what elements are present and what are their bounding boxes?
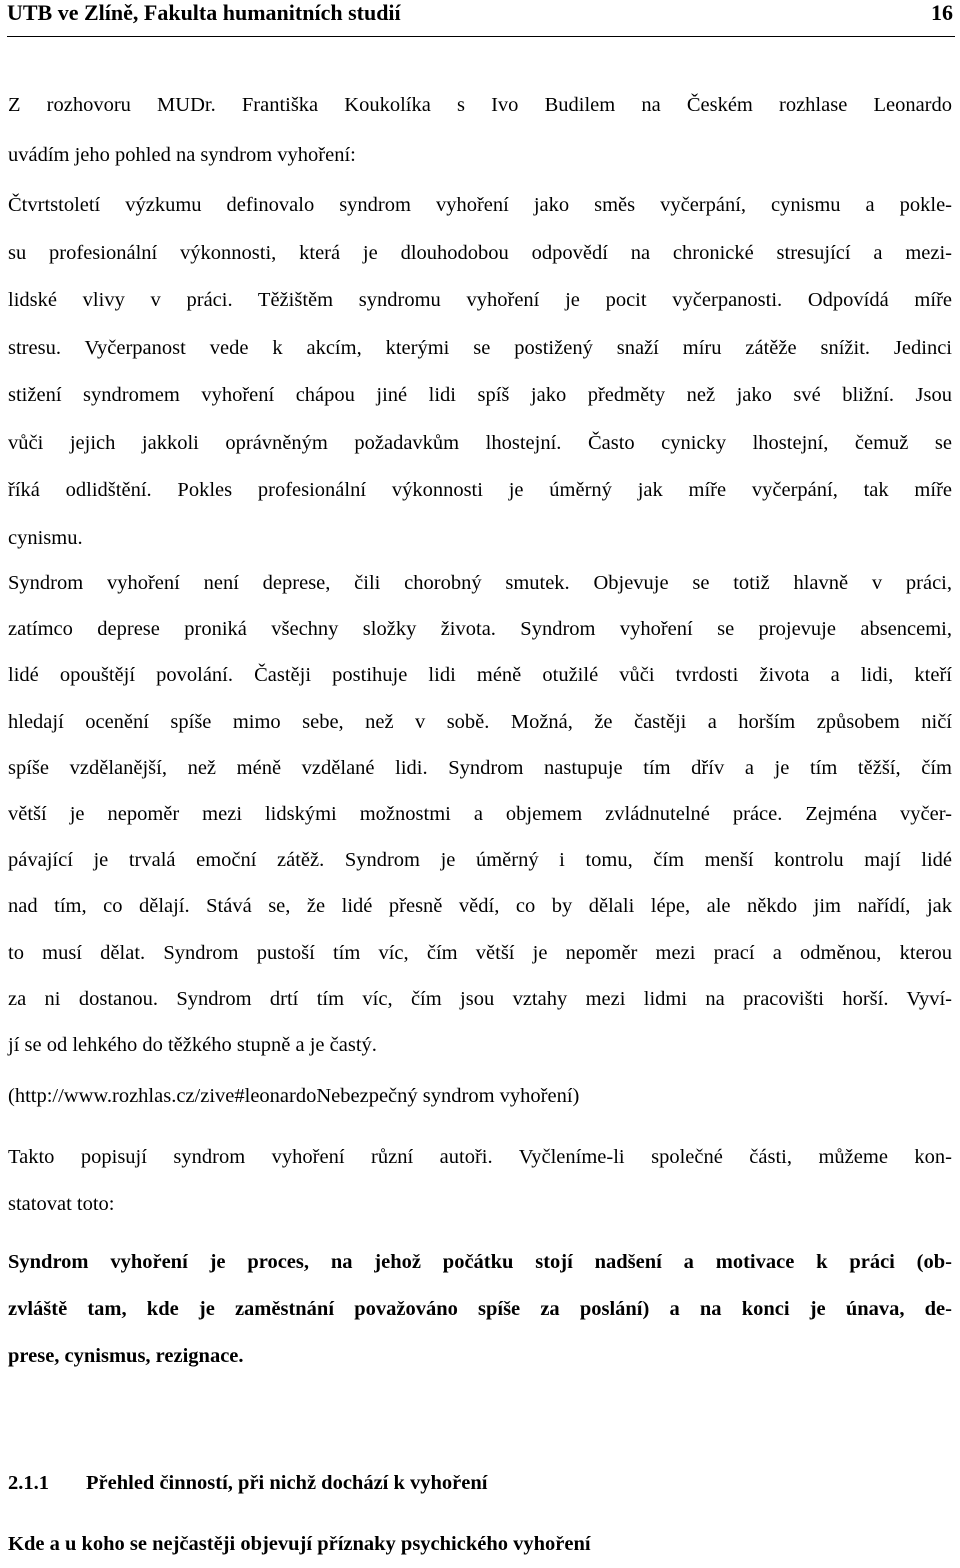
- text-line: nad tím, co dělají. Stává se, že lidé přesně vědí, co by dělali lépe, ale někdo jim nařídí, jak: [8, 895, 952, 918]
- text-line: stižení syndromem vyhoření chápou jiné lidi spíš jako předměty než jako své bližní. Jsou: [8, 384, 952, 406]
- section-title: Přehled činností, při nichž dochází k vyhoření: [86, 1472, 488, 1494]
- text-line: vůči jejich jakkoli oprávněným požadavkům lhostejní. Často cynicky lhostejní, čemuž se: [8, 431, 952, 454]
- section-number: 2.1.1: [8, 1472, 49, 1494]
- text-line: uvádím jeho pohled na syndrom vyhoření:: [8, 144, 356, 166]
- text-line: pávající je trvalá emoční zátěž. Syndrom je úměrný i tomu, čím menší kontrolu mají lidé: [8, 849, 952, 872]
- section-heading: [8, 1472, 487, 1495]
- text-line: větší je nepoměr mezi lidskými možnostmi a objemem zvládnutelné práce. Zejména vyčer-: [8, 802, 952, 825]
- text-line: lidské vlivy v práci. Těžištěm syndromu vyhoření je pocit vyčerpanosti. Odpovídá míře: [8, 289, 952, 311]
- text-line: spíše vzdělanější, než méně vzdělané lidi. Syndrom nastupuje tím dřív a je tím těžší, čím: [8, 756, 952, 779]
- text-line: Čtvrtstoletí výzkumu definovalo syndrom vyhoření jako směs vyčerpání, cynismu a pokle-: [8, 194, 952, 216]
- text-line: su profesionální výkonnosti, která je dlouhodobou odpovědí na chronické stresující a mezi-: [8, 241, 952, 264]
- text-line: zatímco deprese proniká všechny složky života. Syndrom vyhoření se projevuje absencemi,: [8, 618, 952, 641]
- text-line: Takto popisují syndrom vyhoření různí autoři. Vyčleníme-li společné části, můžeme kon-: [8, 1146, 952, 1168]
- paragraph-summary-intro: [8, 1134, 952, 1228]
- paragraph-quote-1: [8, 182, 952, 562]
- text-line: to musí dělat. Syndrom pustoší tím víc, čím větší je nepoměr mezi prací a odměnou, kterou: [8, 941, 952, 964]
- page-header: [7, 0, 955, 37]
- text-line: za ni dostanou. Syndrom drtí tím víc, čím jsou vztahy mezi lidmi na pracovišti horší. Vyví-: [8, 987, 952, 1010]
- text-line: cynismu.: [8, 526, 83, 549]
- text-line: hledají ocenění spíše mimo sebe, než v sobě. Možná, že častěji a horším způsobem ničí: [8, 710, 952, 733]
- text-line: Z rozhovoru MUDr. Františka Koukolíka s Ivo Budilem na Českém rozhlase Leonardo: [8, 94, 952, 116]
- text-line: lidé opouštějí povolání. Častěji postihuje lidi méně otužilé vůči tvrdosti života a lidi, kteří: [8, 664, 952, 687]
- source-link-text: (http://www.rozhlas.cz/zive#leonardoNebezpečný syndrom vyhoření): [8, 1085, 580, 1107]
- text-line: Syndrom vyhoření není deprese, čili chorobný smutek. Objevuje se totiž hlavně v práci,: [8, 572, 952, 594]
- source-citation: [8, 1076, 952, 1116]
- paragraph-quote-2: [8, 560, 952, 1068]
- paragraph-intro: [8, 80, 952, 180]
- text-line: jí se od lehkého do těžkého stupně a je častý.: [8, 1033, 377, 1056]
- header-institution: UTB ve Zlíně, Fakulta humanitních studií: [7, 0, 401, 25]
- page-number: 16: [931, 0, 953, 25]
- text-line: zvláště tam, kde je zaměstnání považováno spíše za poslání) a na konci je únava, de-: [8, 1298, 952, 1320]
- paragraph-definition: [8, 1239, 952, 1380]
- text-line: Syndrom vyhoření je proces, na jehož počátku stojí nadšení a motivace k práci (ob-: [8, 1251, 952, 1273]
- text-line: říká odlidštění. Pokles profesionální výkonnosti je úměrný jak míře vyčerpání, tak míře: [8, 479, 952, 501]
- text-line: prese, cynismus, rezignace.: [8, 1345, 244, 1367]
- text-line: statovat toto:: [8, 1193, 115, 1215]
- subsection-heading: Kde a u koho se nejčastěji objevují příznaky psychického vyhoření: [8, 1533, 591, 1555]
- text-line: stresu. Vyčerpanost vede k akcím, kterými se postižený snaží míru zátěže snížit. Jedinci: [8, 336, 952, 359]
